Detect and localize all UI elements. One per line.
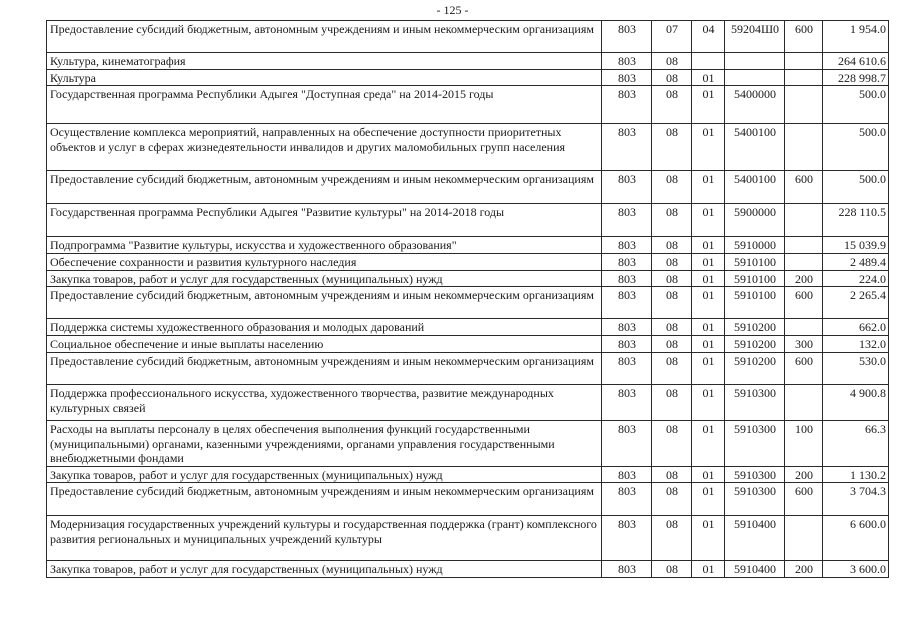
subsection-code-cell <box>692 53 725 70</box>
page-number: - 125 - <box>436 3 469 17</box>
target-article-code-cell: 5400100 <box>725 171 785 204</box>
amount-cell: 2 489.4 <box>823 254 889 271</box>
ministry-code-cell: 803 <box>602 352 652 384</box>
subsection-code-cell: 01 <box>692 287 725 319</box>
subsection-code-cell: 01 <box>692 171 725 204</box>
amount-cell: 66.3 <box>823 420 889 466</box>
expense-type-code-cell: 100 <box>785 420 823 466</box>
section-code-cell: 08 <box>652 53 692 70</box>
ministry-code-cell: 803 <box>602 53 652 70</box>
expense-type-code-cell: 300 <box>785 336 823 353</box>
expense-type-code-cell <box>785 254 823 271</box>
section-code-cell: 08 <box>652 204 692 237</box>
table-row <box>47 516 889 561</box>
subsection-code-cell: 04 <box>692 21 725 53</box>
target-article-code-cell: 5910400 <box>725 516 785 561</box>
table-row <box>47 466 889 483</box>
subsection-code-cell: 01 <box>692 124 725 171</box>
section-code-cell: 08 <box>652 466 692 483</box>
expense-type-code-cell <box>785 69 823 86</box>
item-name-cell: Модернизация государственных учреждений культуры и государственная поддержка (грант) комплексного развития региональных и муниципальных учреждений культуры <box>47 516 602 561</box>
item-name-cell: Закупка товаров, работ и услуг для государственных (муниципальных) нужд <box>47 270 602 287</box>
expense-type-code-cell <box>785 319 823 336</box>
table-body <box>47 21 889 578</box>
expense-type-code-cell <box>785 204 823 237</box>
amount-cell: 1 130.2 <box>823 466 889 483</box>
ministry-code-cell: 803 <box>602 384 652 420</box>
table-row <box>47 384 889 420</box>
item-name-cell: Обеспечение сохранности и развития культурного наследия <box>47 254 602 271</box>
section-code-cell: 08 <box>652 483 692 516</box>
table-row <box>47 69 889 86</box>
item-name-cell: Расходы на выплаты персоналу в целях обеспечения выполнения функций государственными (муниципальными) органами, казенными учреждениями, органами управления государственными внебюджетными фондами <box>47 420 602 466</box>
expense-type-code-cell <box>785 384 823 420</box>
ministry-code-cell: 803 <box>602 319 652 336</box>
section-code-cell: 08 <box>652 384 692 420</box>
amount-cell: 224.0 <box>823 270 889 287</box>
subsection-code-cell: 01 <box>692 204 725 237</box>
section-code-cell: 08 <box>652 270 692 287</box>
item-name-cell: Осуществление комплекса мероприятий, направленных на обеспечение доступности приоритетных объектов и услуг в сферах жизнедеятельности инвалидов и других маломобильных групп населения <box>47 124 602 171</box>
table-row <box>47 171 889 204</box>
item-name-cell: Подпрограмма "Развитие культуры, искусства и художественного образования" <box>47 237 602 254</box>
amount-cell: 15 039.9 <box>823 237 889 254</box>
item-name-cell: Предоставление субсидий бюджетным, автономным учреждениям и иным некоммерческим организациям <box>47 352 602 384</box>
amount-cell: 500.0 <box>823 124 889 171</box>
amount-cell: 2 265.4 <box>823 287 889 319</box>
target-article-code-cell: 5910400 <box>725 561 785 578</box>
amount-cell: 6 600.0 <box>823 516 889 561</box>
section-code-cell: 07 <box>652 21 692 53</box>
table-row <box>47 319 889 336</box>
ministry-code-cell: 803 <box>602 287 652 319</box>
subsection-code-cell: 01 <box>692 237 725 254</box>
target-article-code-cell: 5910300 <box>725 420 785 466</box>
ministry-code-cell: 803 <box>602 516 652 561</box>
expense-type-code-cell: 200 <box>785 561 823 578</box>
subsection-code-cell: 01 <box>692 69 725 86</box>
amount-cell: 1 954.0 <box>823 21 889 53</box>
ministry-code-cell: 803 <box>602 204 652 237</box>
target-article-code-cell <box>725 53 785 70</box>
item-name-cell: Культура, кинематография <box>47 53 602 70</box>
item-name-cell: Культура <box>47 69 602 86</box>
section-code-cell: 08 <box>652 287 692 319</box>
target-article-code-cell: 5910300 <box>725 466 785 483</box>
budget-expenditure-table <box>46 20 889 578</box>
target-article-code-cell: 5910300 <box>725 483 785 516</box>
target-article-code-cell: 5900000 <box>725 204 785 237</box>
table-row <box>47 287 889 319</box>
expense-type-code-cell: 600 <box>785 287 823 319</box>
expense-type-code-cell <box>785 124 823 171</box>
subsection-code-cell: 01 <box>692 483 725 516</box>
ministry-code-cell: 803 <box>602 561 652 578</box>
section-code-cell: 08 <box>652 86 692 124</box>
table-row <box>47 124 889 171</box>
expense-type-code-cell: 600 <box>785 21 823 53</box>
subsection-code-cell: 01 <box>692 319 725 336</box>
section-code-cell: 08 <box>652 237 692 254</box>
table-row <box>47 270 889 287</box>
target-article-code-cell: 5910100 <box>725 287 785 319</box>
section-code-cell: 08 <box>652 561 692 578</box>
expense-type-code-cell <box>785 237 823 254</box>
amount-cell: 500.0 <box>823 171 889 204</box>
ministry-code-cell: 803 <box>602 466 652 483</box>
expense-type-code-cell: 600 <box>785 171 823 204</box>
amount-cell: 228 998.7 <box>823 69 889 86</box>
expense-type-code-cell: 200 <box>785 270 823 287</box>
amount-cell: 132.0 <box>823 336 889 353</box>
table-row <box>47 21 889 53</box>
ministry-code-cell: 803 <box>602 86 652 124</box>
item-name-cell: Закупка товаров, работ и услуг для государственных (муниципальных) нужд <box>47 561 602 578</box>
table-row <box>47 254 889 271</box>
amount-cell: 3 704.3 <box>823 483 889 516</box>
target-article-code-cell: 5910200 <box>725 319 785 336</box>
subsection-code-cell: 01 <box>692 516 725 561</box>
target-article-code-cell: 5910100 <box>725 270 785 287</box>
subsection-code-cell: 01 <box>692 466 725 483</box>
target-article-code-cell: 5910200 <box>725 352 785 384</box>
target-article-code-cell: 5400000 <box>725 86 785 124</box>
ministry-code-cell: 803 <box>602 21 652 53</box>
amount-cell: 662.0 <box>823 319 889 336</box>
item-name-cell: Поддержка профессионального искусства, художественного творчества, развитие международных культурных связей <box>47 384 602 420</box>
ministry-code-cell: 803 <box>602 69 652 86</box>
target-article-code-cell: 5910100 <box>725 254 785 271</box>
section-code-cell: 08 <box>652 319 692 336</box>
item-name-cell: Закупка товаров, работ и услуг для государственных (муниципальных) нужд <box>47 466 602 483</box>
item-name-cell: Поддержка системы художественного образования и молодых дарований <box>47 319 602 336</box>
item-name-cell: Социальное обеспечение и иные выплаты населению <box>47 336 602 353</box>
table-row <box>47 204 889 237</box>
table-row <box>47 561 889 578</box>
table-row <box>47 86 889 124</box>
ministry-code-cell: 803 <box>602 124 652 171</box>
subsection-code-cell: 01 <box>692 254 725 271</box>
ministry-code-cell: 803 <box>602 420 652 466</box>
target-article-code-cell: 59204Ш0 <box>725 21 785 53</box>
target-article-code-cell: 5910000 <box>725 237 785 254</box>
ministry-code-cell: 803 <box>602 171 652 204</box>
expense-type-code-cell <box>785 516 823 561</box>
expense-type-code-cell: 200 <box>785 466 823 483</box>
subsection-code-cell: 01 <box>692 86 725 124</box>
section-code-cell: 08 <box>652 352 692 384</box>
subsection-code-cell: 01 <box>692 384 725 420</box>
expense-type-code-cell: 600 <box>785 352 823 384</box>
subsection-code-cell: 01 <box>692 270 725 287</box>
ministry-code-cell: 803 <box>602 336 652 353</box>
ministry-code-cell: 803 <box>602 254 652 271</box>
expense-type-code-cell <box>785 86 823 124</box>
section-code-cell: 08 <box>652 254 692 271</box>
section-code-cell: 08 <box>652 420 692 466</box>
table-row <box>47 483 889 516</box>
item-name-cell: Государственная программа Республики Адыгея "Доступная среда" на 2014-2015 годы <box>47 86 602 124</box>
amount-cell: 3 600.0 <box>823 561 889 578</box>
item-name-cell: Предоставление субсидий бюджетным, автономным учреждениям и иным некоммерческим организациям <box>47 287 602 319</box>
expense-type-code-cell: 600 <box>785 483 823 516</box>
amount-cell: 530.0 <box>823 352 889 384</box>
subsection-code-cell: 01 <box>692 352 725 384</box>
table-row <box>47 336 889 353</box>
target-article-code-cell: 5910300 <box>725 384 785 420</box>
table-row <box>47 352 889 384</box>
section-code-cell: 08 <box>652 336 692 353</box>
expense-type-code-cell <box>785 53 823 70</box>
section-code-cell: 08 <box>652 516 692 561</box>
table-row <box>47 420 889 466</box>
table-row <box>47 237 889 254</box>
ministry-code-cell: 803 <box>602 483 652 516</box>
subsection-code-cell: 01 <box>692 420 725 466</box>
table-row <box>47 53 889 70</box>
item-name-cell: Предоставление субсидий бюджетным, автономным учреждениям и иным некоммерческим организациям <box>47 21 602 53</box>
section-code-cell: 08 <box>652 124 692 171</box>
amount-cell: 228 110.5 <box>823 204 889 237</box>
amount-cell: 500.0 <box>823 86 889 124</box>
target-article-code-cell: 5910200 <box>725 336 785 353</box>
ministry-code-cell: 803 <box>602 237 652 254</box>
target-article-code-cell: 5400100 <box>725 124 785 171</box>
section-code-cell: 08 <box>652 69 692 86</box>
ministry-code-cell: 803 <box>602 270 652 287</box>
subsection-code-cell: 01 <box>692 561 725 578</box>
item-name-cell: Государственная программа Республики Адыгея "Развитие культуры" на 2014-2018 годы <box>47 204 602 237</box>
amount-cell: 264 610.6 <box>823 53 889 70</box>
item-name-cell: Предоставление субсидий бюджетным, автономным учреждениям и иным некоммерческим организациям <box>47 171 602 204</box>
section-code-cell: 08 <box>652 171 692 204</box>
subsection-code-cell: 01 <box>692 336 725 353</box>
amount-cell: 4 900.8 <box>823 384 889 420</box>
item-name-cell: Предоставление субсидий бюджетным, автономным учреждениям и иным некоммерческим организациям <box>47 483 602 516</box>
target-article-code-cell <box>725 69 785 86</box>
